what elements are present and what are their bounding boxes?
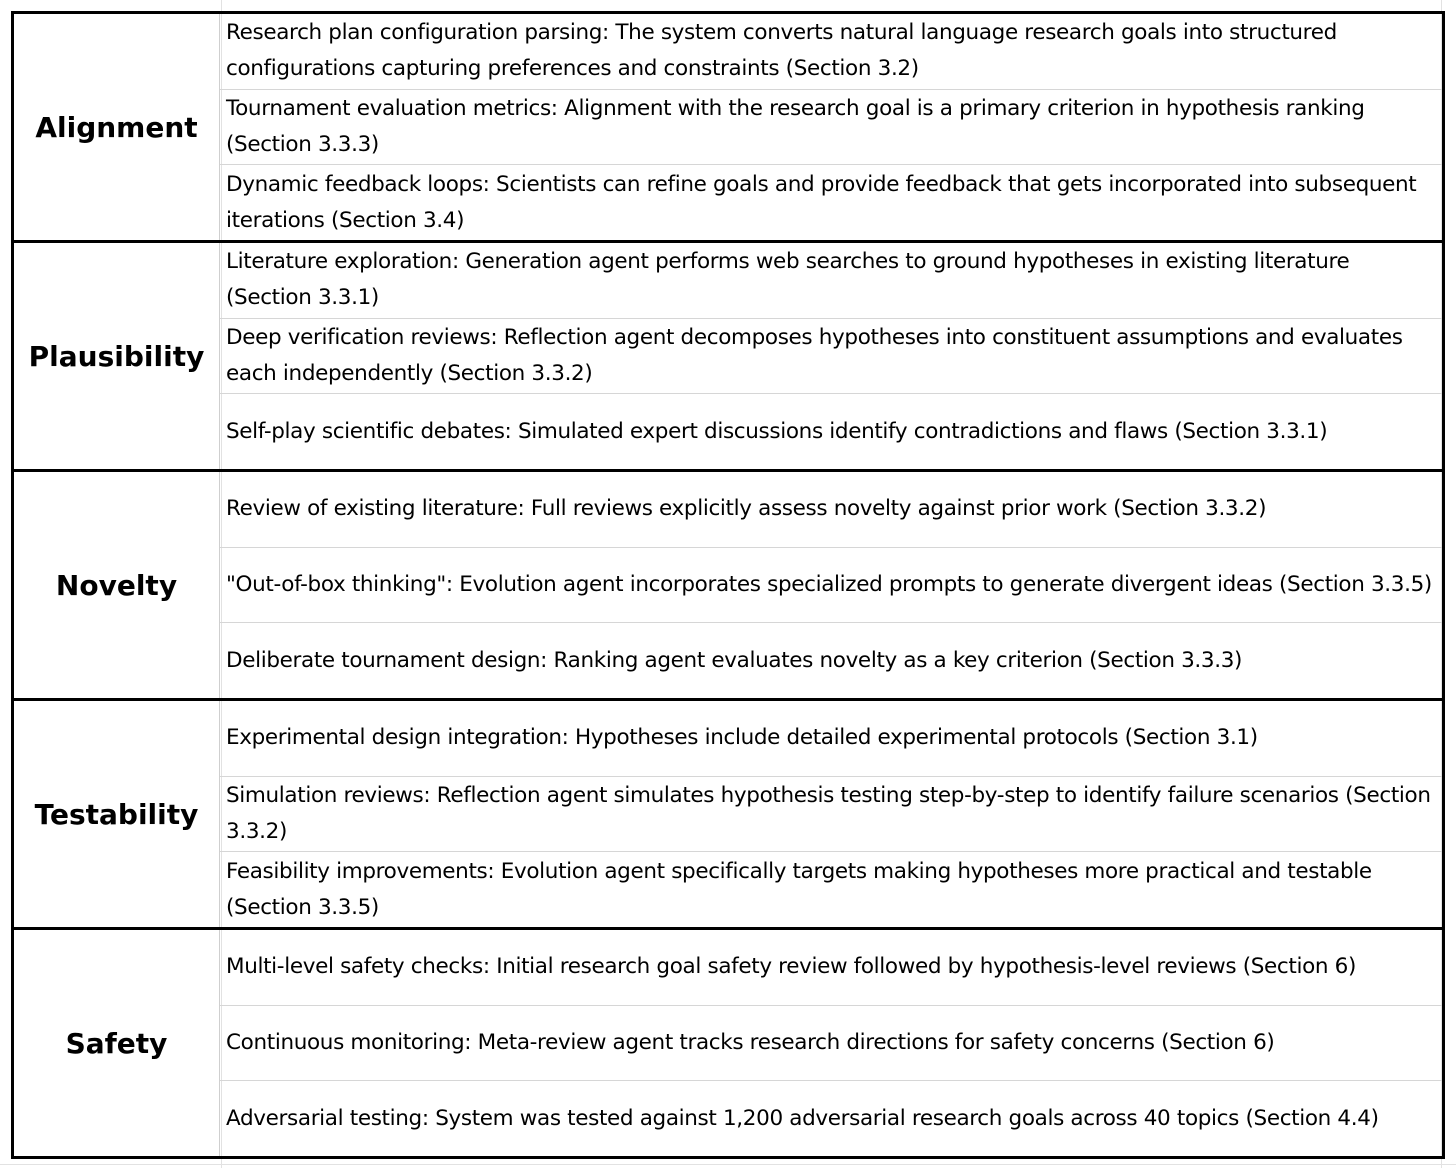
group-label[interactable]: Novelty: [14, 472, 220, 698]
group-label[interactable]: Testability: [14, 701, 220, 927]
group-rows: [220, 14, 1442, 240]
table-cell[interactable]: [220, 701, 1442, 777]
table-cell[interactable]: [220, 623, 1442, 698]
table-cell[interactable]: [220, 14, 1442, 90]
table-cell[interactable]: [220, 394, 1442, 469]
table-cell[interactable]: [220, 930, 1442, 1006]
cell-text: Simulation reviews: Reflection agent simulates hypothesis testing step-by-step to identify failure scenarios (Section 3.3.2): [226, 783, 1431, 844]
cell-text: Literature exploration: Generation agent performs web searches to ground hypotheses in existing literature (Section 3.3.1): [226, 249, 1350, 311]
cell-text: Multi-level safety checks: Initial research goal safety review followed by hypothesis-level reviews (Section 6): [226, 954, 1357, 980]
group-novelty: [11, 469, 1445, 698]
table-cell[interactable]: [220, 165, 1442, 240]
table-cell[interactable]: [220, 1006, 1442, 1082]
group-rows: [220, 930, 1442, 1156]
cell-text: Adversarial testing: System was tested against 1,200 adversarial research goals across 40 topics (Section 4.4): [226, 1105, 1379, 1131]
table-cell[interactable]: [220, 852, 1442, 927]
table-cell[interactable]: [220, 90, 1442, 166]
table-cell[interactable]: [220, 243, 1442, 319]
group-alignment: [11, 11, 1445, 240]
table-cell[interactable]: [220, 472, 1442, 548]
group-rows: [220, 701, 1442, 927]
cell-text: Tournament evaluation metrics: Alignment with the research goal is a primary criterion in hypothesis ranking (Section 3.3.3): [226, 96, 1365, 157]
cell-text: Dynamic feedback loops: Scientists can refine goals and provide feedback that gets incorporated into subsequent iterations (Section 3.4): [226, 171, 1417, 233]
group-safety: [11, 927, 1445, 1159]
group-testability: [11, 698, 1445, 927]
group-rows: [220, 243, 1442, 469]
cell-text: Research plan configuration parsing: The system converts natural language research goals into structured configurations capturing preferences and constraints (Section 3.2): [226, 20, 1337, 82]
group-label[interactable]: Plausibility: [14, 243, 220, 469]
cell-text: Self-play scientific debates: Simulated expert discussions identify contradictions and flaws (Section 3.3.1): [226, 418, 1328, 444]
group-plausibility: [11, 240, 1445, 469]
table-cell[interactable]: [220, 319, 1442, 395]
table-cell[interactable]: [220, 777, 1442, 853]
cell-text: Continuous monitoring: Meta-review agent tracks research directions for safety concerns (Section 6): [226, 1030, 1275, 1055]
criteria-table: [11, 11, 1445, 1159]
cell-text: Deliberate tournament design: Ranking agent evaluates novelty as a key criterion (Section 3.3.3): [226, 647, 1243, 673]
cell-text: Review of existing literature: Full reviews explicitly assess novelty against prior work (Section 3.3.2): [226, 496, 1267, 522]
cell-text: Feasibility improvements: Evolution agent specifically targets making hypotheses more practical and testable (Section 3.3.5): [226, 858, 1372, 920]
cell-text: "Out-of-box thinking": Evolution agent incorporates specialized prompts to generate divergent ideas (Section 3.3.5): [226, 572, 1432, 597]
group-label[interactable]: Alignment: [14, 14, 220, 240]
group-label[interactable]: Safety: [14, 930, 220, 1156]
group-rows: [220, 472, 1442, 698]
table-cell[interactable]: [220, 1081, 1442, 1156]
table-cell[interactable]: [220, 548, 1442, 624]
gridline: [0, 1164, 1456, 1165]
cell-text: Deep verification reviews: Reflection agent decomposes hypotheses into constituent assumptions and evaluates each independently (Section 3.3.2): [226, 325, 1403, 386]
cell-text: Experimental design integration: Hypotheses include detailed experimental protocols (Section 3.1): [226, 725, 1258, 751]
